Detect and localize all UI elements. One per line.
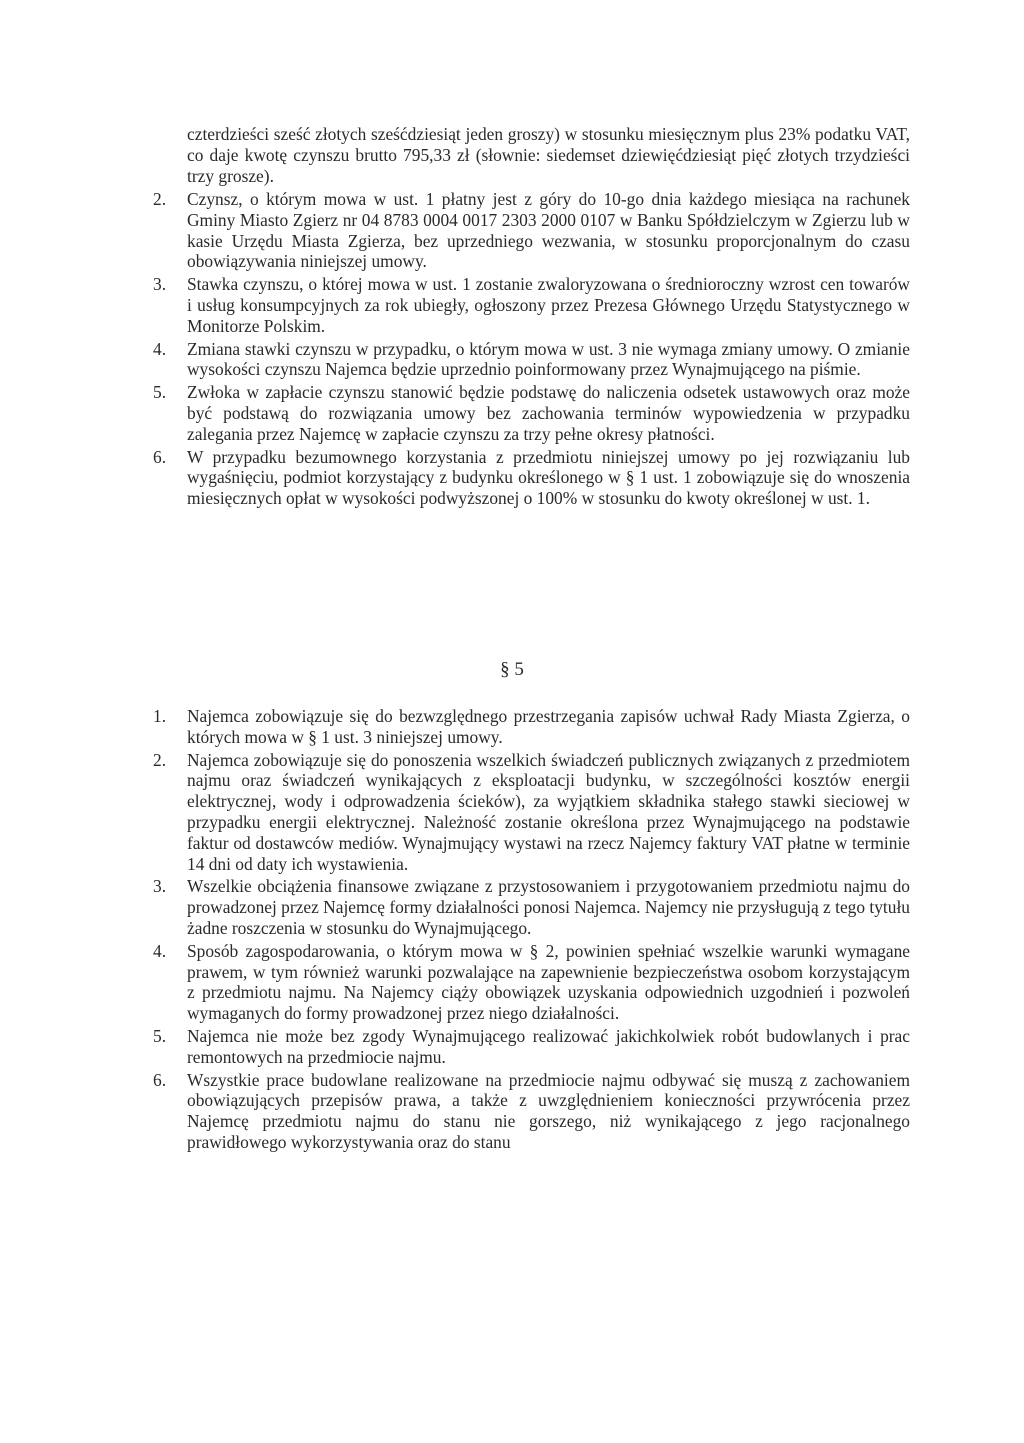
- item-number: 2.: [153, 189, 167, 209]
- item-text: Zwłoka w zapłacie czynszu stanowić będzie podstawę do naliczenia odsetek ustawowych oraz może być podstawą do rozwiązania umowy bez zachowania terminów wypowiedzenia w przypadku zalegania przez Najemcę w zapłacie czynszu za trzy pełne okresy płatności.: [187, 382, 910, 444]
- list-item: [150, 706, 910, 748]
- continuation-paragraph: czterdzieści sześć złotych sześćdziesiąt jeden groszy) w stosunku miesięcznym plus 23% podatku VAT, co daje kwotę czynszu brutto 795,33 zł (słownie: siedemset dziewięćdziesiąt pięć złotych trzydzieści trzy grosze).: [187, 124, 910, 186]
- item-number: 3.: [153, 274, 167, 295]
- item-text: Zmiana stawki czynszu w przypadku, o którym mowa w ust. 3 nie wymaga zmiany umowy. O zmianie wysokości czynszu Najemca będzie uprzednio poinformowany przez Wynajmującego na piśmie.: [187, 338, 910, 380]
- list-item: [150, 274, 910, 336]
- item-number: 1.: [153, 706, 167, 726]
- section-5-list: [150, 706, 910, 1155]
- section-4-list: [150, 189, 910, 511]
- list-item: [150, 382, 910, 444]
- item-text: Stawka czynszu, o której mowa w ust. 1 zostanie zwaloryzowana o średnioroczny wzrost cen towarów i usług konsumpcyjnych za rok ubiegły, ogłoszony przez Prezesa Głównego Urzędu Statystycznego w Monitorze Polskim.: [187, 274, 910, 336]
- list-item: [150, 189, 910, 272]
- item-text: Sposób zagospodarowania, o którym mowa w § 2, powinien spełniać wszelkie warunki wymagane prawem, w tym również warunki pozwalające na zapewnienie bezpieczeństwa osobom korzystającym z przedmiotu najmu. Na Najemcy ciąży obowiązek uzyskania odpowiednich uzgodnień i pozwoleń wymaganych do formy prowadzonej przez niego działalności.: [187, 940, 910, 1024]
- item-number: 4.: [153, 338, 167, 359]
- item-number: 3.: [153, 876, 167, 897]
- item-text: Czynsz, o którym mowa w ust. 1 płatny jest z góry do 10-go dnia każdego miesiąca na rachunek Gminy Miasto Zgierz nr 04 8783 0004 0017 2303 2000 0107 w Banku Spółdzielczym w Zgierzu lub w kasie Urzędu Miasta Zgierza, bez uprzedniego wezwania, w stosunku proporcjonalnym do czasu obowiązywania niniejszej umowy.: [187, 189, 910, 272]
- section-5-heading: § 5: [500, 659, 524, 680]
- item-text: Najemca nie może bez zgody Wynajmującego realizować jakichkolwiek robót budowlanych i prac remontowych na przedmiocie najmu.: [187, 1025, 910, 1067]
- item-text: Wszelkie obciążenia finansowe związane z przystosowaniem i przygotowaniem przedmiotu najmu do prowadzonej przez Najemcę formy działalności ponosi Najemca. Najemcy nie przysługują z tego tytułu żadne roszczenia w stosunku do Wynajmującego.: [187, 876, 910, 938]
- list-item: [150, 1026, 910, 1068]
- list-item: [150, 941, 910, 1024]
- list-item: [150, 876, 910, 938]
- item-text: Wszystkie prace budowlane realizowane na przedmiocie najmu odbywać się muszą z zachowaniem obowiązujących przepisów prawa, a także z uwzględnieniem konieczności przywrócenia przez Najemcę przedmiotu najmu do stanu nie gorszego, niż wynikającego z jego racjonalnego prawidłowego wykorzystywania oraz do stanu: [187, 1069, 910, 1152]
- item-number: 4.: [153, 940, 167, 961]
- item-text: Najemca zobowiązuje się do bezwzględnego przestrzegania zapisów uchwał Rady Miasta Zgierza, o których mowa w § 1 ust. 3 niniejszej umowy.: [187, 706, 910, 747]
- list-item: [150, 1070, 910, 1153]
- item-number: 6.: [153, 1069, 167, 1090]
- item-text: Najemca zobowiązuje się do ponoszenia wszelkich świadczeń publicznych związanych z przedmiotem najmu oraz świadczeń wynikających z eksploatacji budynku, w szczególności kosztów energii elektrycznej, wody i odprowadzenia ścieków), za wyjątkiem składnika stałego stawki sieciowej w przypadku energii elektrycznej. Należność zostanie określona przez Wynajmującego na podstawie faktur od dostawców mediów. Wynajmujący wystawi na rzecz Najemcy faktury VAT płatne w terminie 14 dni od daty ich wystawienia.: [187, 749, 910, 874]
- item-number: 5.: [153, 382, 167, 403]
- item-number: 2.: [153, 749, 167, 770]
- list-item: [150, 447, 910, 509]
- list-item: [150, 339, 910, 381]
- list-item: [150, 750, 910, 875]
- item-number: 6.: [153, 446, 167, 467]
- item-text: W przypadku bezumownego korzystania z przedmiotu niniejszej umowy po jej rozwiązaniu lub wygaśnięciu, podmiot korzystający z budynku określonego w § 1 ust. 1 zobowiązuje się do wnoszenia miesięcznych opłat w wysokości podwyższonej o 100% w stosunku do kwoty określonej w ust. 1.: [187, 446, 910, 509]
- item-number: 5.: [153, 1025, 167, 1046]
